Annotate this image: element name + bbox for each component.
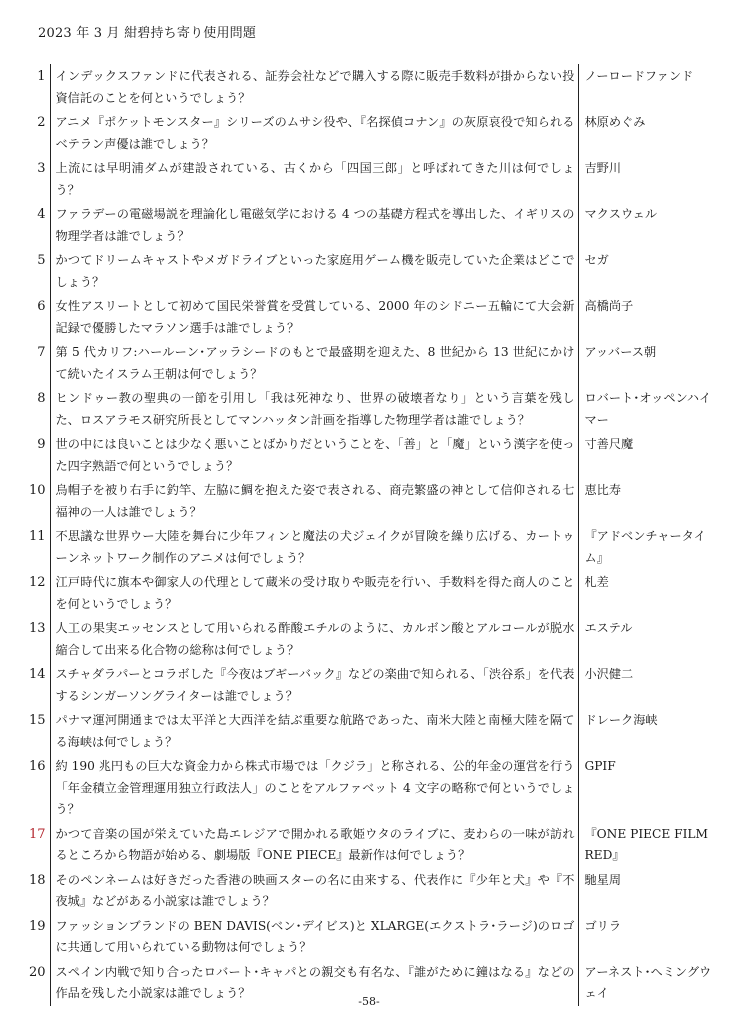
answer-text: 『アドベンチャータイム』 (584, 529, 706, 565)
question-number: 9 (37, 437, 46, 452)
answer-text: マクスウェル (584, 207, 658, 221)
answer-text: ノーロードファンド (584, 69, 694, 83)
question-number: 16 (29, 759, 46, 774)
question-text: 上流には早明浦ダムが建設されている、古くから「四国三郎」と呼ばれてきた川は何でしょう？ (50, 156, 578, 202)
answer-text: 恵比寿 (584, 483, 622, 497)
answer-text: ゴリラ (584, 918, 622, 933)
question-text: パナマ運河開通までは太平洋と大西洋を結ぶ重要な航路であった、南米大陸と南極大陸を隔てる海峡は何でしょう？ (50, 708, 578, 754)
table-row (26, 202, 716, 248)
question-text: そのペンネームは好きだった香港の映画スターの名に由来する、代表作に『少年と犬』や『不夜城』などがある小説家は誰でしょう？ (50, 868, 578, 914)
question-text: 烏帽子を被り右手に釣竿、左脇に鯛を抱えた姿で表される、商売繁盛の神として信仰される七福神の一人は誰でしょう？ (50, 478, 578, 524)
question-text: インデックスファンドに代表される、証券会社などで購入する際に販売手数料が掛からない投資信託のことを何というでしょう？ (50, 64, 578, 110)
question-text: 人工の果実エッセンスとして用いられる酢酸エチルのように、カルボン酸とアルコールが脱水縮合して出来る化合物の総称は何でしょう？ (50, 616, 578, 662)
question-text: 女性アスリートとして初めて国民栄誉賞を受賞している、2000 年のシドニー五輪にて大会新記録で優勝したマラソン選手は誰でしょう？ (50, 294, 578, 340)
question-text: ファラデーの電磁場説を理論化し電磁気学における 4 つの基礎方程式を導出した、イギリスの物理学者は誰でしょう？ (50, 202, 578, 248)
table-row (26, 662, 716, 708)
question-number-highlighted: 17 (29, 826, 46, 842)
answer-text: 札差 (584, 575, 609, 589)
question-text: 江戸時代に旗本や御家人の代理として蔵米の受け取りや販売を行い、手数料を得た商人のことを何というでしょう？ (50, 570, 578, 616)
answer-text: 吉野川 (584, 161, 622, 175)
answer-text: ドレーク海峡 (584, 713, 658, 727)
question-number: 1 (37, 69, 46, 84)
question-text: スペイン内戦で知り合ったロバート･キャパとの親交も有名な、『誰がために鐘はなる』などの作品を残した小説家は誰でしょう？ (50, 960, 578, 1006)
question-number: 19 (29, 918, 46, 934)
question-table (26, 64, 716, 1006)
question-text: 第 5 代カリフ:ハールーン･アッラシードのもとで最盛期を迎えた、8 世紀から 13 世紀にかけて続いたイスラム王朝は何でしょう？ (50, 340, 578, 386)
question-number: 18 (29, 872, 46, 888)
question-number: 4 (37, 207, 46, 222)
answer-text: ロバート･オッペンハイマー (584, 391, 712, 427)
answer-text: 『ONE PIECE FILM RED』 (584, 826, 708, 862)
answer-text: エステル (584, 621, 633, 635)
table-row (26, 524, 716, 570)
question-number: 11 (29, 529, 46, 544)
table-row (26, 432, 716, 478)
table-row (26, 340, 716, 386)
table-row (26, 570, 716, 616)
question-number: 14 (29, 667, 46, 682)
table-row (26, 156, 716, 202)
answer-text: 寸善尺魔 (584, 437, 634, 451)
page-title: 2023 年 3 月 紺碧持ち寄り使用問題 (38, 26, 257, 41)
question-text: かつてドリームキャストやメガドライブといった家庭用ゲーム機を販売していた企業はどこでしょう？ (50, 248, 578, 294)
question-text: 約 190 兆円もの巨大な資金力から株式市場では「クジラ」と称される、公的年金の運営を行う「年金積立金管理運用独立行政法人」のことをアルファベット 4 文字の略称で何というでしょう？ (50, 754, 578, 822)
question-number: 2 (37, 115, 46, 130)
table-row (26, 754, 716, 822)
question-number: 13 (29, 621, 46, 636)
answer-text: アーネスト･ヘミングウェイ (584, 964, 712, 1000)
table-row (26, 822, 716, 868)
question-number: 10 (29, 483, 46, 498)
question-text: アニメ『ポケットモンスター』シリーズのムサシ役や、『名探偵コナン』の灰原哀役で知られるベテラン声優は誰でしょう？ (50, 110, 578, 156)
answer-text: 馳星周 (584, 872, 622, 887)
question-text: かつて音楽の国が栄えていた島エレジアで開かれる歌姫ウタのライブに、麦わらの一味が訪れるところから物語が始める、劇場版『ONE PIECE』最新作は何でしょう？ (50, 822, 578, 868)
answer-text: GPIF (584, 759, 616, 773)
question-text: 不思議な世界ウー大陸を舞台に少年フィンと魔法の犬ジェイクが冒険を繰り広げる、カートゥーンネットワーク制作のアニメは何でしょう？ (50, 524, 578, 570)
table-row (26, 248, 716, 294)
page-number: -58- (358, 995, 380, 1008)
question-number: 6 (37, 299, 46, 314)
answer-text: アッバース朝 (584, 345, 657, 359)
question-text: 世の中には良いことは少なく悪いことばかりだということを、「善」と「魔」という漢字を使った四字熟語で何というでしょう？ (50, 432, 578, 478)
table-row (26, 110, 716, 156)
answer-text: 高橋尚子 (584, 299, 634, 313)
question-number: 20 (29, 964, 46, 980)
question-number: 12 (29, 575, 46, 590)
table-row (26, 478, 716, 524)
question-text: スチャダラパーとコラボした『今夜はブギーバック』などの楽曲で知られる、「渋谷系」を代表するシンガーソングライターは誰でしょう？ (50, 662, 578, 708)
table-row (26, 868, 716, 914)
table-row (26, 294, 716, 340)
answer-text: 林原めぐみ (584, 115, 646, 129)
table-row (26, 64, 716, 110)
table-row (26, 386, 716, 432)
table-row (26, 914, 716, 960)
table-row (26, 708, 716, 754)
table-row (26, 616, 716, 662)
question-number: 15 (29, 713, 46, 728)
answer-text: 小沢健二 (584, 667, 634, 681)
question-text: ヒンドゥー教の聖典の一節を引用し「我は死神なり、世界の破壊者なり」という言葉を残した、ロスアラモス研究所長としてマンハッタン計画を指導した物理学者は誰でしょう？ (50, 386, 578, 432)
answer-text: セガ (584, 253, 609, 267)
question-text: ファッションブランドの BEN DAVIS(ベン･デイビス)と XLARGE(エクストラ･ラージ)のロゴに共通して用いられている動物は何でしょう？ (50, 914, 578, 960)
question-number: 8 (37, 391, 46, 406)
question-number: 7 (37, 345, 46, 360)
question-number: 3 (37, 161, 46, 176)
question-number: 5 (37, 253, 46, 268)
